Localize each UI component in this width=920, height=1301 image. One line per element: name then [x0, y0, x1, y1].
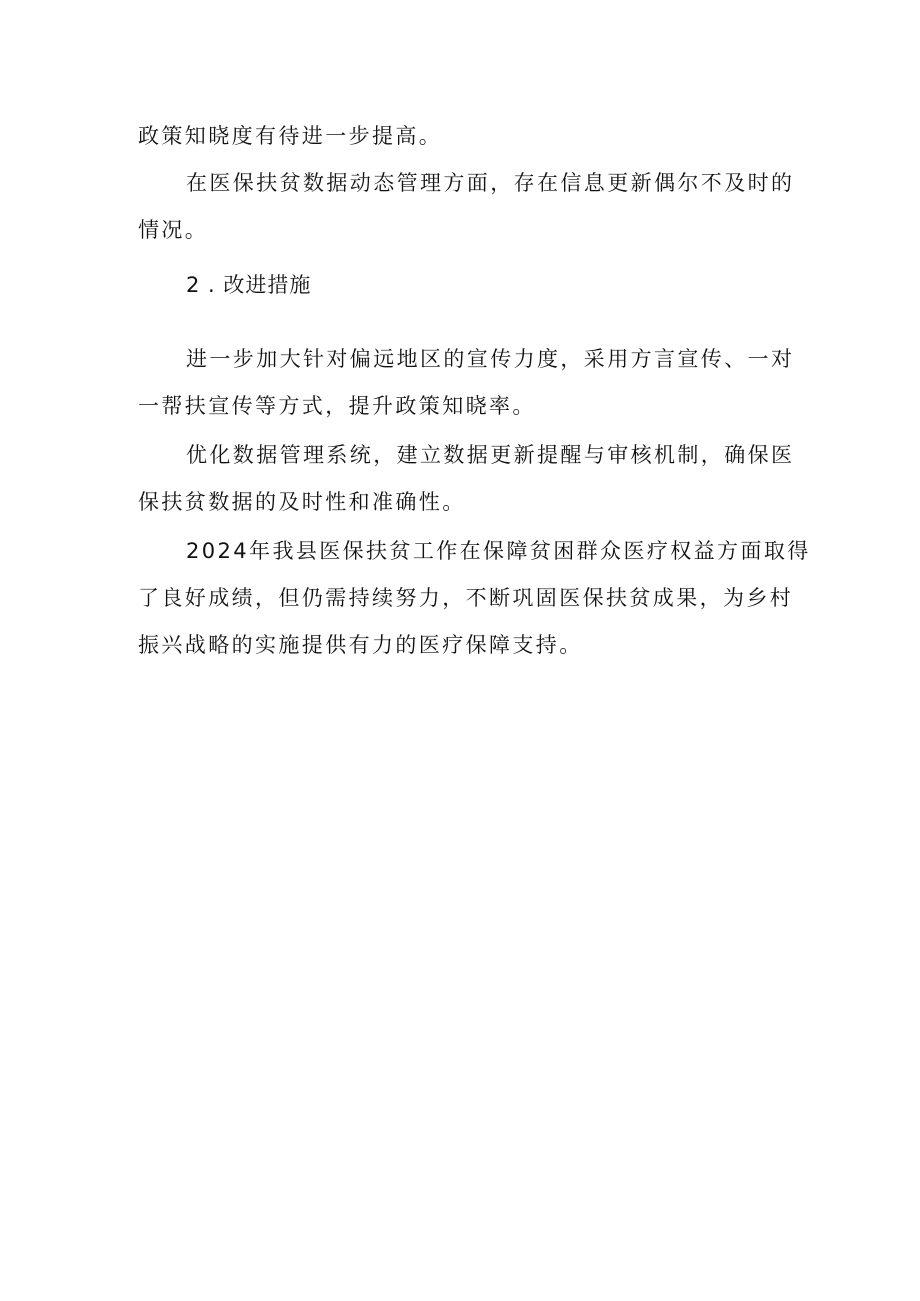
paragraph-line: 在医保扶贫数据动态管理方面，存在信息更新偶尔不及时的	[186, 171, 795, 195]
paragraph-line: 一帮扶宣传等方式，提升政策知晓率。	[138, 394, 536, 418]
paragraph-line: 情况。	[138, 218, 209, 242]
paragraph-line: 进一步加大针对偏远地区的宣传力度，采用方言宣传、一对	[186, 347, 795, 371]
paragraph-line: 振兴战略的实施提供有力的医疗保障支持。	[138, 633, 583, 657]
paragraph-line: 了良好成绩，但仍需持续努力，不断巩固医保扶贫成果，为乡村	[138, 586, 794, 610]
paragraph-line: 2024年我县医保扶贫工作在保障贫困群众医疗权益方面取得	[186, 539, 811, 563]
section-heading: 2 . 改进措施	[186, 273, 312, 297]
paragraph-line: 优化数据管理系统，建立数据更新提醒与审核机制，确保医	[186, 443, 795, 467]
paragraph-line: 保扶贫数据的及时性和准确性。	[138, 490, 466, 514]
paragraph-line: 政策知晓度有待进一步提高。	[138, 124, 443, 148]
